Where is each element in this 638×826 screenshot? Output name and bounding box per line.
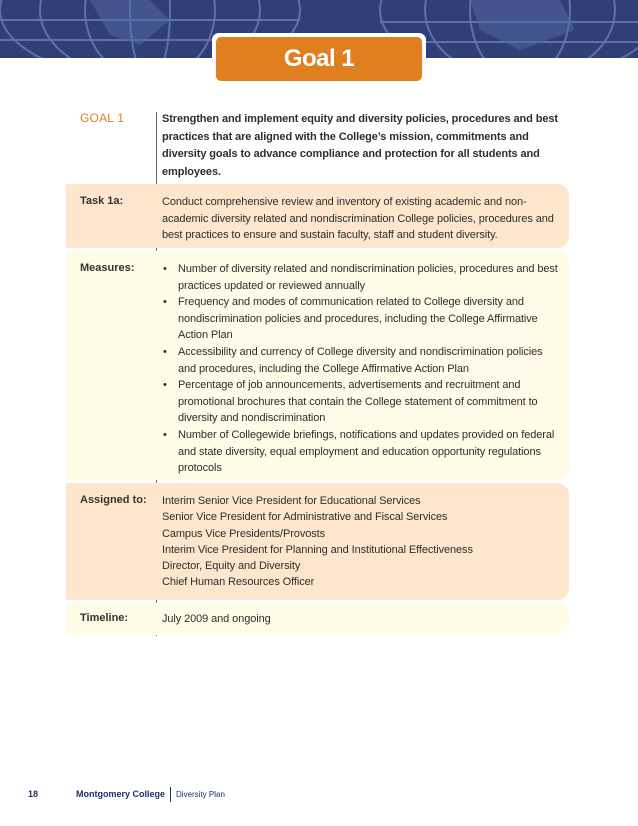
task-label: Task 1a:	[80, 195, 124, 207]
assigned-label: Assigned to:	[80, 494, 147, 506]
assignee: Chief Human Resources Officer	[162, 576, 315, 589]
measures-list	[162, 261, 559, 477]
timeline-label: Timeline:	[80, 612, 129, 624]
goal-text: Strengthen and implement equity and diversity policies, procedures and best practices that are aligned with the College’s mission, commitments and diversity goals to advance compliance and protection for all students and employees.	[162, 113, 558, 178]
assigned-list	[162, 493, 559, 591]
timeline-text: July 2009 and ongoing	[162, 613, 271, 625]
footer-divider	[170, 787, 171, 802]
goal-row	[66, 102, 569, 182]
measures-list-wrap	[162, 261, 559, 477]
goal-title-tab	[212, 33, 426, 85]
measures-label: Measures:	[80, 262, 135, 274]
assigned-row	[66, 483, 569, 600]
college-name: Montgomery College	[76, 789, 166, 799]
measure-item: • Number of diversity related and nondiscrimination policies, procedures and best practices updated or reviewed annually	[162, 261, 559, 294]
measure-item: • Number of Collegewide briefings, notifications and updates provided on federal and state diversity, equal employment and education opportunity regulations protocols	[162, 427, 559, 477]
assignee: Director, Equity and Diversity	[162, 560, 301, 573]
task-text: Conduct comprehensive review and inventory of existing academic and non-academic diversity related and nondiscrimination College policies, procedures and best practices to ensure and sustain faculty, staff and student diversity.	[162, 196, 554, 242]
assignee: Senior Vice President for Administrative and Fiscal Services	[162, 511, 448, 524]
measures-row	[66, 251, 569, 480]
goal-title: Goal 1	[216, 37, 422, 81]
task-row	[66, 184, 569, 248]
measure-item: • Accessibility and currency of College diversity and nondiscrimination policies and procedures, including the College Affirmative Action Plan	[162, 344, 559, 377]
document-name: Diversity Plan	[176, 789, 225, 799]
timeline-row	[66, 603, 569, 635]
measure-item: • Frequency and modes of communication related to College diversity and nondiscrimination policies and procedures, including the College Affirmative Action Plan	[162, 294, 559, 344]
assignee: Campus Vice Presidents/Provosts	[162, 527, 325, 540]
page-number: 18	[28, 789, 39, 799]
goal-label: GOAL 1	[80, 111, 125, 125]
assignee: Interim Vice President for Planning and Institutional Effectiveness	[162, 543, 473, 556]
measure-item: • Percentage of job announcements, advertisements and recruitment and promotional brochures that contain the College statement of commitment to diversity and nondiscrimination	[162, 377, 559, 427]
assignee: Interim Senior Vice President for Educational Services	[162, 495, 421, 507]
page-footer	[28, 786, 225, 802]
